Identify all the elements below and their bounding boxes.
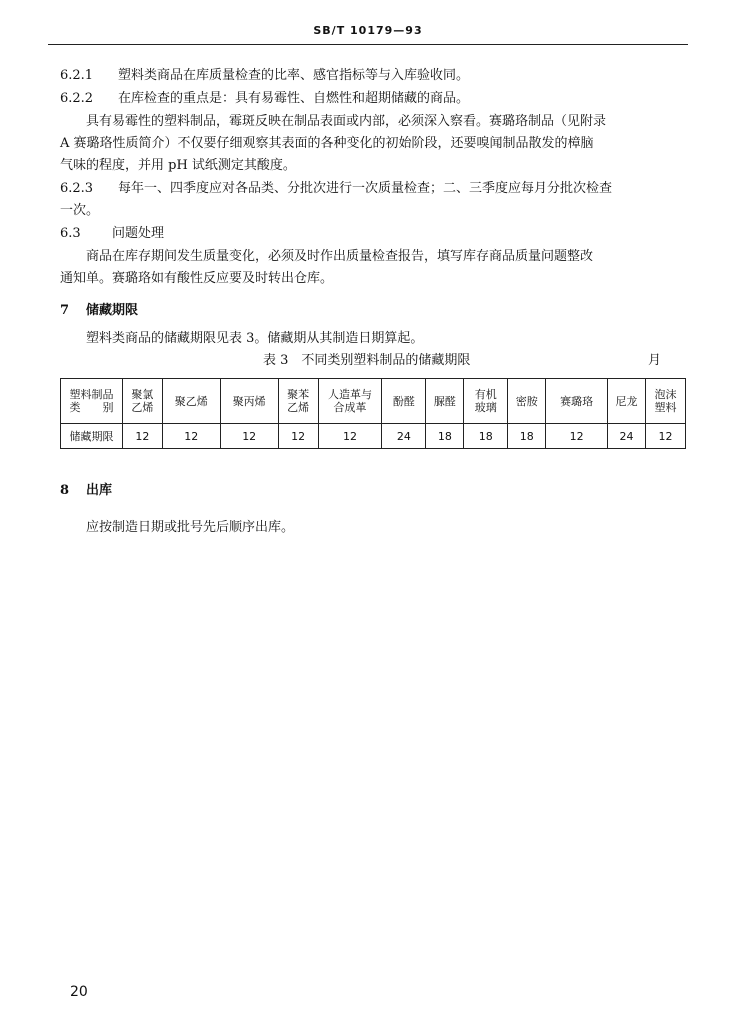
running-header: SB/T 10179—93	[313, 24, 423, 37]
header-cell: 聚苯 乙烯	[278, 379, 318, 424]
table-cell: 12	[645, 424, 685, 449]
table-unit: 月	[648, 353, 662, 368]
paragraph-line: 塑料类商品的储藏期限见表 3。储藏期从其制造日期算起。	[86, 331, 424, 346]
clause-6-2-1	[60, 68, 685, 84]
paragraph-line: 通知单。赛璐珞如有酸性反应要及时转出仓库。	[60, 271, 334, 286]
clause-6-2-2	[60, 91, 685, 107]
table-header-row	[61, 379, 686, 424]
paragraph-line: A 赛璐珞性质简介）不仅要仔细观察其表面的各种变化的初始阶段，还要嗅闻制品散发的樟脑	[60, 136, 594, 151]
clause-number: 6.2.3	[60, 181, 94, 196]
table-cell: 18	[464, 424, 508, 449]
section-6-3-heading	[60, 226, 685, 242]
header-rule	[48, 44, 688, 45]
header-cell: 人造革与 合成革	[318, 379, 382, 424]
table-cell: 18	[426, 424, 464, 449]
table-cell: 12	[318, 424, 382, 449]
clause-6-2-3	[60, 181, 685, 197]
section-title: 储藏期限	[86, 303, 139, 318]
header-cell: 泡沫 塑料	[645, 379, 685, 424]
clause-text: 在库检查的重点是：具有易霉性、自燃性和超期储藏的商品。	[118, 91, 470, 106]
paragraph-line: 气味的程度，并用 pH 试纸测定其酸度。	[60, 158, 296, 173]
clause-text: 塑料类商品在库质量检查的比率、感官指标等与入库验收同。	[118, 68, 470, 83]
header-cell: 有机 玻璃	[464, 379, 508, 424]
table-row	[61, 424, 686, 449]
paragraph-line: 商品在库存期间发生质量变化，必须及时作出质量检查报告，填写库存商品质量问题整改	[86, 249, 594, 264]
table-cell: 12	[220, 424, 278, 449]
page-number: 20	[70, 984, 88, 1000]
table-cell: 12	[278, 424, 318, 449]
header-cell: 聚氯 乙烯	[122, 379, 162, 424]
section-number: 7	[60, 303, 70, 318]
row-label-cell: 储藏期限	[61, 424, 123, 449]
table-cell: 24	[608, 424, 646, 449]
section-number: 6.3	[60, 226, 81, 241]
table-caption: 表 3 不同类别塑料制品的储藏期限	[263, 353, 471, 368]
section-8-heading	[60, 483, 685, 499]
table-cell: 24	[382, 424, 426, 449]
header-cell: 塑料制品 类 别	[61, 379, 123, 424]
table-cell: 12	[122, 424, 162, 449]
clause-number: 6.2.1	[60, 68, 94, 83]
section-7-heading	[60, 303, 685, 319]
header-cell: 密胺	[508, 379, 546, 424]
section-title: 问题处理	[112, 226, 165, 241]
paragraph-line: 应按制造日期或批号先后顺序出库。	[86, 520, 295, 535]
header-cell: 聚丙烯	[220, 379, 278, 424]
table-cell: 12	[546, 424, 608, 449]
header-cell: 尼龙	[608, 379, 646, 424]
header-cell: 酚醛	[382, 379, 426, 424]
section-number: 8	[60, 483, 70, 498]
header-cell: 脲醛	[426, 379, 464, 424]
paragraph-line: 具有易霉性的塑料制品，霉斑反映在制品表面或内部，必须深入察看。赛璐珞制品（见附录	[86, 114, 607, 129]
header-cell: 聚乙烯	[162, 379, 220, 424]
storage-period-table	[60, 378, 686, 449]
section-title: 出库	[86, 483, 113, 498]
clause-text: 每年一、四季度应对各品类、分批次进行一次质量检查；二、三季度应每月分批次检查	[118, 181, 613, 196]
table-cell: 18	[508, 424, 546, 449]
paragraph-line: 一次。	[60, 203, 100, 218]
table-cell: 12	[162, 424, 220, 449]
clause-number: 6.2.2	[60, 91, 94, 106]
header-cell: 赛璐珞	[546, 379, 608, 424]
